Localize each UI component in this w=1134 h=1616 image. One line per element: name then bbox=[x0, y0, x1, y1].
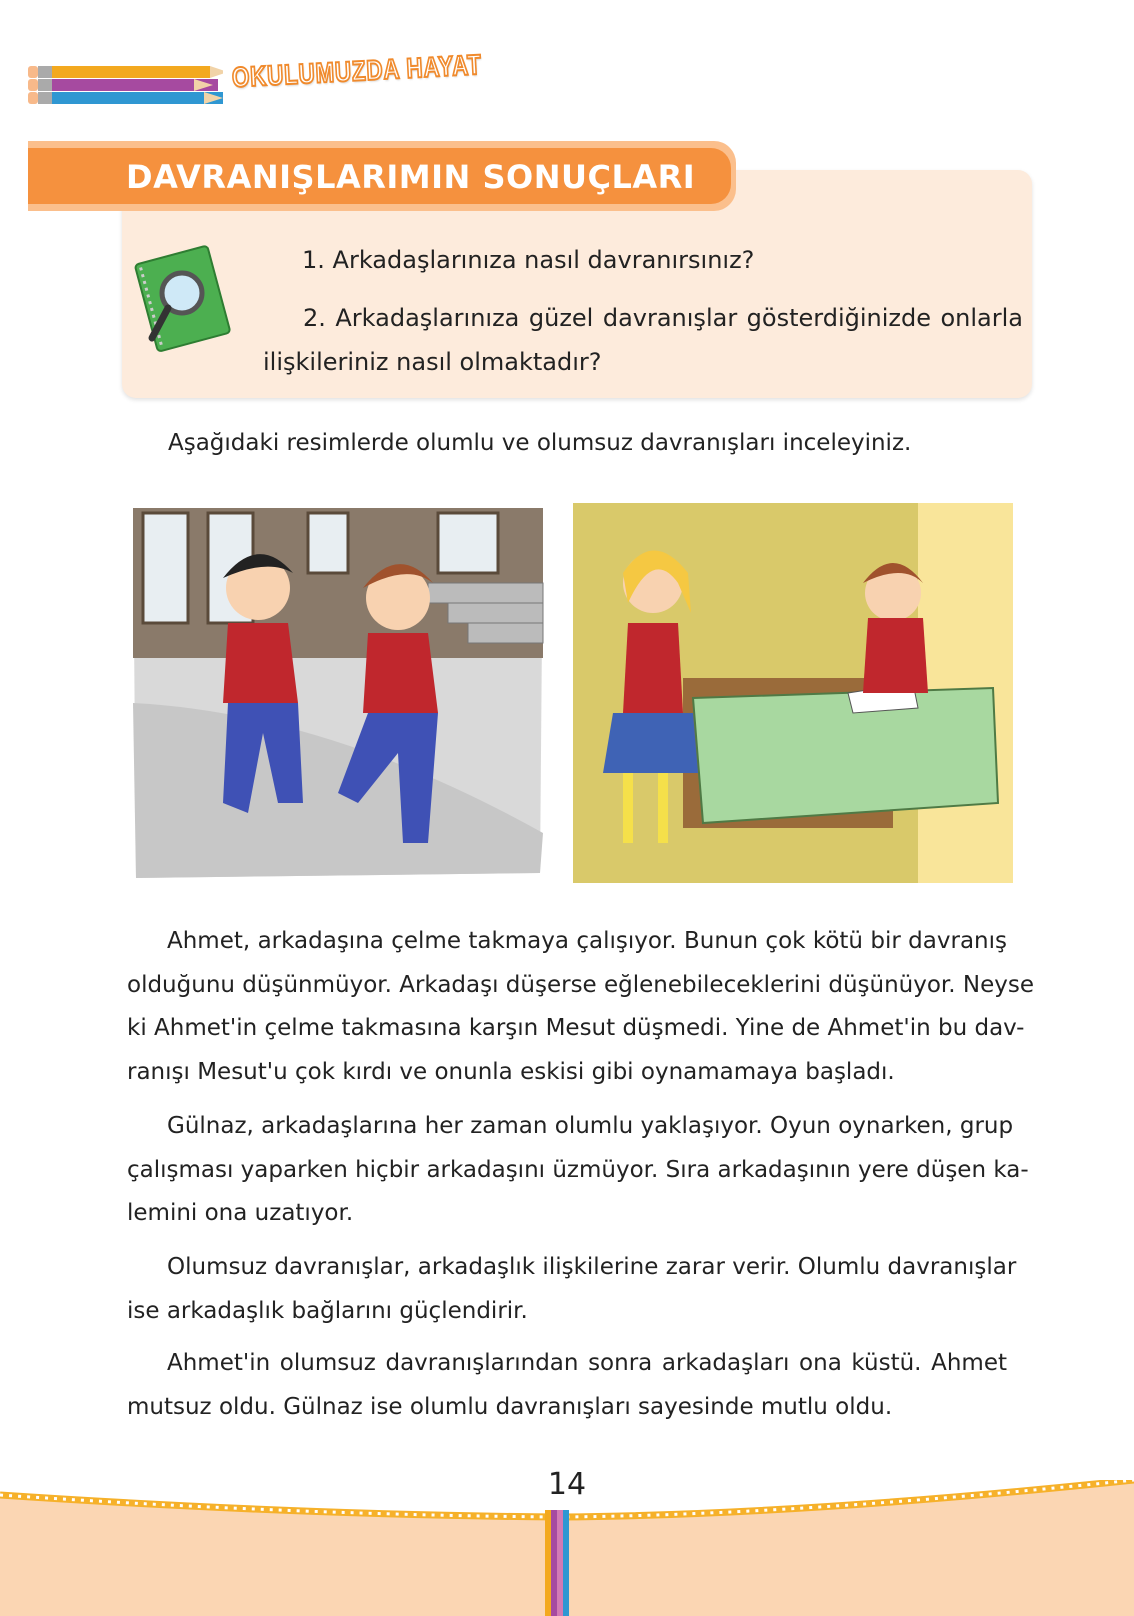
paragraph-gulnaz bbox=[127, 1105, 1029, 1236]
series-title: OKULUMUZDA HAYAT bbox=[231, 48, 483, 93]
text-line: lemini ona uzatıyor. bbox=[127, 1200, 354, 1226]
section-title: DAVRANIŞLARIMIN SONUÇLARI bbox=[126, 158, 696, 196]
paragraph-conclusion bbox=[127, 1342, 1007, 1429]
text-line: Gülnaz, arkadaşlarına her zaman olumlu yaklaşıyor. Oyun oynarken, grup bbox=[167, 1113, 1014, 1139]
text-line: olduğunu düşünmüyor. Arkadaşı düşerse eğlenebileceklerini düşünüyor. Neyse bbox=[127, 971, 1034, 998]
text-line: Ahmet, arkadaşına çelme takmaya çalışıyor. Bunun çok kötü bir davranış bbox=[167, 928, 1007, 954]
text-line: Ahmet'in olumsuz davranışlarından sonra arkadaşları ona küstü. Ahmet bbox=[167, 1350, 1007, 1376]
section-banner bbox=[28, 141, 736, 211]
intro-text: Aşağıdaki resimlerde olumlu ve olumsuz davranışları inceleyiniz. bbox=[168, 430, 912, 456]
pencils-icon bbox=[28, 66, 223, 106]
text-line: ise arkadaşlık bağlarını güçlendirir. bbox=[127, 1297, 528, 1324]
text-line: ranışı Mesut'u çok kırdı ve onunla eskisi gibi oynamamaya başladı. bbox=[127, 1058, 895, 1085]
text-line: ki Ahmet'in çelme takmasına karşın Mesut düşmedi. Yine de Ahmet'in bu dav- bbox=[127, 1015, 1025, 1041]
paragraph-ahmet bbox=[127, 920, 1034, 1094]
page-number: 14 bbox=[547, 1467, 587, 1502]
paragraph-summary bbox=[127, 1246, 1017, 1333]
illustration-girls-pencil bbox=[573, 503, 1013, 883]
text-line: çalışması yaparken hiçbir arkadaşını üzmüyor. Sıra arkadaşının yere düşen ka- bbox=[127, 1156, 1029, 1183]
text-line: mutsuz oldu. Gülnaz ise olumlu davranışları sayesinde mutlu oldu. bbox=[127, 1393, 893, 1420]
text-line: Olumsuz davranışlar, arkadaşlık ilişkilerine zarar verir. Olumlu davranışlar bbox=[167, 1254, 1017, 1280]
question-1: 1. Arkadaşlarınıza nasıl davranırsınız? bbox=[302, 246, 755, 274]
illustration-boys-tripping bbox=[128, 503, 548, 883]
question-2: 2. Arkadaşlarınıza güzel davranışlar gösterdiğinizde onlarla ilişkileriniz nasıl olmaktadır? bbox=[263, 304, 1023, 376]
notebook-magnifier-icon bbox=[130, 243, 240, 353]
